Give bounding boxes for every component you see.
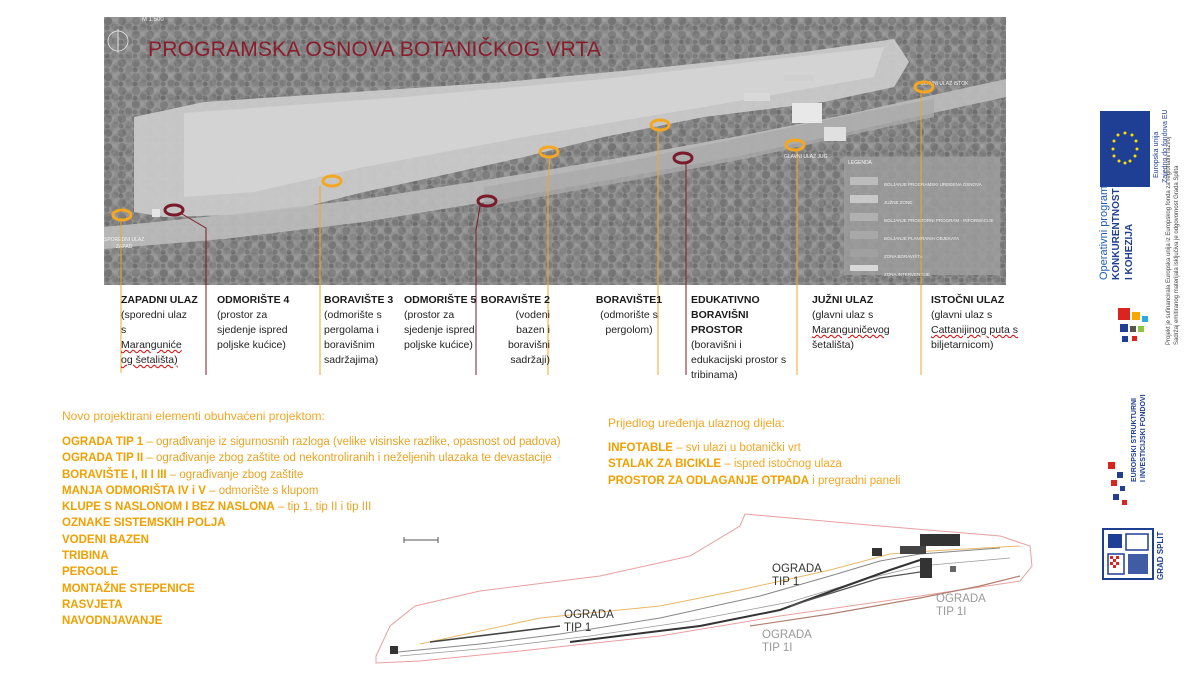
- list-item: [62, 450, 561, 466]
- item-desc: – odmorište s klupom: [205, 484, 319, 497]
- op-text-2: KONKURENTNOST: [1111, 188, 1122, 280]
- elements-intro: Novo projektirani elementi obuhvaćeni projektom:: [62, 409, 325, 423]
- label-title: ODMORIŠTE 4: [217, 294, 290, 306]
- label-line: s: [121, 324, 127, 336]
- list-item: [62, 467, 561, 483]
- label-juzni-ulaz: [812, 293, 912, 353]
- east-entrance-map-label: GLAVNI ULAZ ISTOK: [920, 81, 969, 87]
- list-item: [608, 456, 900, 472]
- item-desc: – ograđivanje iz sigurnosnih razloga (velike visinske razlike, opasnost od padova): [143, 436, 561, 448]
- item-name: VODENI BAZEN: [62, 533, 149, 546]
- op-logo-icon: [1118, 308, 1152, 346]
- label-title: EDUKATIVNO: [691, 294, 760, 306]
- item-name: PROSTOR ZA ODLAGANJE OTPADA: [608, 474, 810, 487]
- marker-istocni-ulaz[interactable]: [915, 82, 933, 92]
- eu-flag-logo: [1100, 111, 1150, 187]
- marker-juzni-ulaz[interactable]: [786, 140, 804, 150]
- item-name: TRIBINA: [62, 550, 109, 563]
- label-line: sjedenje ispred: [217, 324, 288, 336]
- scale-note: M 1:500: [142, 17, 164, 23]
- label-line: sadržajima): [324, 354, 379, 366]
- label-line: (odmorište s: [324, 309, 382, 321]
- label-line: Cattanijinog puta s: [931, 324, 1018, 336]
- label-line: (prostor za: [217, 309, 268, 321]
- list-item: [608, 473, 900, 489]
- label-odmoriste-5: [404, 293, 486, 353]
- label-line: Maranguničevog: [812, 324, 890, 336]
- esif-text-1: EUROPSKI STRUKTURNI: [1131, 397, 1138, 482]
- label-line: og šetališta): [121, 354, 178, 366]
- label-title: BORAVIŠTE 3: [324, 294, 394, 306]
- item-name: MANJA ODMORIŠTA IV i V: [62, 484, 206, 497]
- marker-odmoriste-4[interactable]: [165, 205, 183, 215]
- item-name: KLUPE S NASLONOM I BEZ NASLONA: [62, 501, 275, 514]
- grad-split-text: GRAD SPLIT: [1156, 531, 1165, 580]
- label-line: pergolom): [605, 324, 653, 336]
- esif-logo-icon: [1108, 462, 1132, 510]
- legend-title: LEGENDA: [848, 160, 872, 166]
- legend-item: BOLJANJE PROSTORNI PROGRAM - INFORMACIJE: [884, 218, 994, 223]
- label-istocni-ulaz: [931, 293, 1041, 353]
- label-line: poljske kućice): [217, 339, 286, 351]
- disclaimer-1: Projekt je sufinancirala Europska unija iz Europskog fonda za regionalni razvoj: [1166, 136, 1172, 345]
- label-title: ODMORIŠTE 5: [404, 294, 477, 306]
- plan-label-line: TIP 1: [564, 622, 592, 634]
- marker-edukativni-prostor[interactable]: [674, 153, 692, 163]
- eu-text-1: Europska unija: [1153, 131, 1160, 178]
- page-title: PROGRAMSKA OSNOVA BOTANIČKOG VRTA: [148, 38, 602, 61]
- eu-text-2: Zajedno do fondova EU: [1162, 109, 1169, 183]
- list-item: [62, 434, 561, 450]
- plan-label-ograda-tip1-b: [772, 563, 822, 589]
- list-item: [608, 440, 900, 456]
- label-zapadni-ulaz: [121, 293, 206, 368]
- item-desc: – ispred istočnog ulaza: [721, 458, 842, 471]
- marker-boraviste-2[interactable]: [540, 147, 558, 157]
- entrance-list: [608, 440, 900, 489]
- item-name: OGRADA TIP II: [62, 452, 144, 465]
- plan-label-line: OGRADA: [762, 629, 812, 641]
- plan-label-ograda-tip1-a: [564, 609, 614, 635]
- item-name: NAVODNJAVANJE: [62, 615, 163, 628]
- item-name: OZNAKE SISTEMSKIH POLJA: [62, 517, 226, 530]
- plan-label-ograda-tip2-a: [762, 629, 812, 655]
- disclaimer-2: Sadržaj emitiranog materijala isključiva je odgovornost Grada Splita: [1174, 165, 1180, 345]
- site-plan-graphic: [360, 506, 1040, 673]
- plan-label-line: OGRADA: [772, 563, 822, 575]
- item-desc: – tip 1, tip II i tip III: [274, 501, 372, 514]
- label-line: bazen i: [516, 324, 550, 336]
- label-line: pergolama i: [324, 324, 379, 336]
- label-odmoriste-4: [217, 293, 312, 353]
- legend-item: ZONA BORAVIŠTA: [884, 254, 923, 259]
- south-entrance-map-label: GLAVNI ULAZ JUG: [784, 154, 828, 160]
- label-title: ISTOČNI ULAZ: [931, 294, 1005, 306]
- label-line: tribinama): [691, 369, 738, 381]
- eu-stars-icon: [1100, 111, 1150, 187]
- label-title: JUŽNI ULAZ: [812, 294, 874, 306]
- plan-label-line: TIP 1I: [936, 606, 967, 618]
- item-name: INFOTABLE: [608, 442, 673, 454]
- label-line: šetališta): [812, 339, 855, 351]
- esif-text-2: I INVESTICIJSKI FONDOVI: [1140, 394, 1147, 482]
- plan-label-ograda-tip2-b: [936, 593, 986, 619]
- item-name: RASVJETA: [62, 598, 123, 611]
- marker-odmoriste-5[interactable]: [478, 196, 496, 206]
- label-line: boravišni: [507, 339, 550, 351]
- legend-item: BOLJANJE PLANIRANIH OBJEKATA: [884, 236, 960, 241]
- plan-label-line: OGRADA: [564, 609, 614, 621]
- label-line: biljetarnicom): [931, 339, 994, 351]
- item-name: STALAK ZA BICIKLE: [608, 458, 722, 471]
- label-line: (sporedni ulaz: [121, 309, 187, 321]
- label-line: (boravišni i: [691, 339, 742, 351]
- west-entrance-map-label-2: ZAPAD: [116, 244, 133, 250]
- marker-boraviste-3[interactable]: [323, 176, 341, 186]
- label-line: Maranguniće: [121, 339, 182, 351]
- list-item: [62, 483, 561, 499]
- label-line: (glavni ulaz s: [931, 309, 993, 321]
- legend-item: ZONA INTERVENCIJE: [884, 272, 930, 277]
- entrance-intro: Prijedlog uređenja ulaznog dijela:: [608, 416, 785, 430]
- label-line: (glavni ulaz s: [812, 309, 874, 321]
- site-plan: [360, 506, 1040, 673]
- marker-zapadni-ulaz[interactable]: [113, 210, 131, 220]
- label-line: poljske kućice): [404, 339, 473, 351]
- west-entrance-map-label-1: SPOREDNI ULAZ: [104, 237, 145, 243]
- plan-label-line: TIP 1I: [762, 642, 793, 654]
- item-name: MONTAŽNE STEPENICE: [62, 582, 195, 595]
- label-boraviste-2: [480, 293, 550, 368]
- label-title: BORAVIŠTE 2: [480, 294, 550, 306]
- plan-label-line: OGRADA: [936, 593, 986, 605]
- label-title-2: BORAVIŠNI PROSTOR: [691, 309, 749, 336]
- item-name: BORAVIŠTE I, II I III: [62, 468, 167, 481]
- op-text-1: Operativni program: [1098, 185, 1110, 280]
- label-title: ZAPADNI ULAZ: [121, 294, 198, 306]
- label-boraviste-1: [594, 293, 664, 338]
- plan-label-line: TIP 1: [772, 576, 800, 588]
- label-title: BORAVIŠTE1: [595, 294, 663, 306]
- label-edukativni-prostor: [691, 293, 801, 383]
- item-name: PERGOLE: [62, 566, 119, 579]
- legend-item: BOLJANJE PROGRAMSKI UREĐENA OSNOVA JUŽNE ZONE: [884, 182, 982, 205]
- label-line: (odmorište s: [600, 309, 658, 321]
- label-line: sjedenje ispred: [404, 324, 475, 336]
- label-line: (vodeni: [515, 309, 550, 321]
- label-line: (prostor za: [404, 309, 455, 321]
- grad-split-logo-icon: [1102, 528, 1154, 580]
- marker-boraviste-1[interactable]: [651, 120, 669, 130]
- item-name: OGRADA TIP 1: [62, 436, 144, 448]
- op-text-3: I KOHEZIJA: [1124, 223, 1135, 280]
- item-desc: – ograđivanje zbog zaštite: [166, 468, 304, 481]
- item-desc: – svi ulazi u botanički vrt: [672, 442, 801, 454]
- label-line: edukacijski prostor s: [691, 354, 787, 366]
- label-line: sadržaji): [510, 354, 550, 366]
- item-desc: – ograđivanje zbog zaštite od nekontroliranih i neželjenih ulazaka te devastacije: [143, 452, 552, 465]
- label-line: boravišnim: [324, 339, 375, 351]
- label-boraviste-3: [324, 293, 399, 368]
- item-desc: i pregradni paneli: [809, 474, 901, 487]
